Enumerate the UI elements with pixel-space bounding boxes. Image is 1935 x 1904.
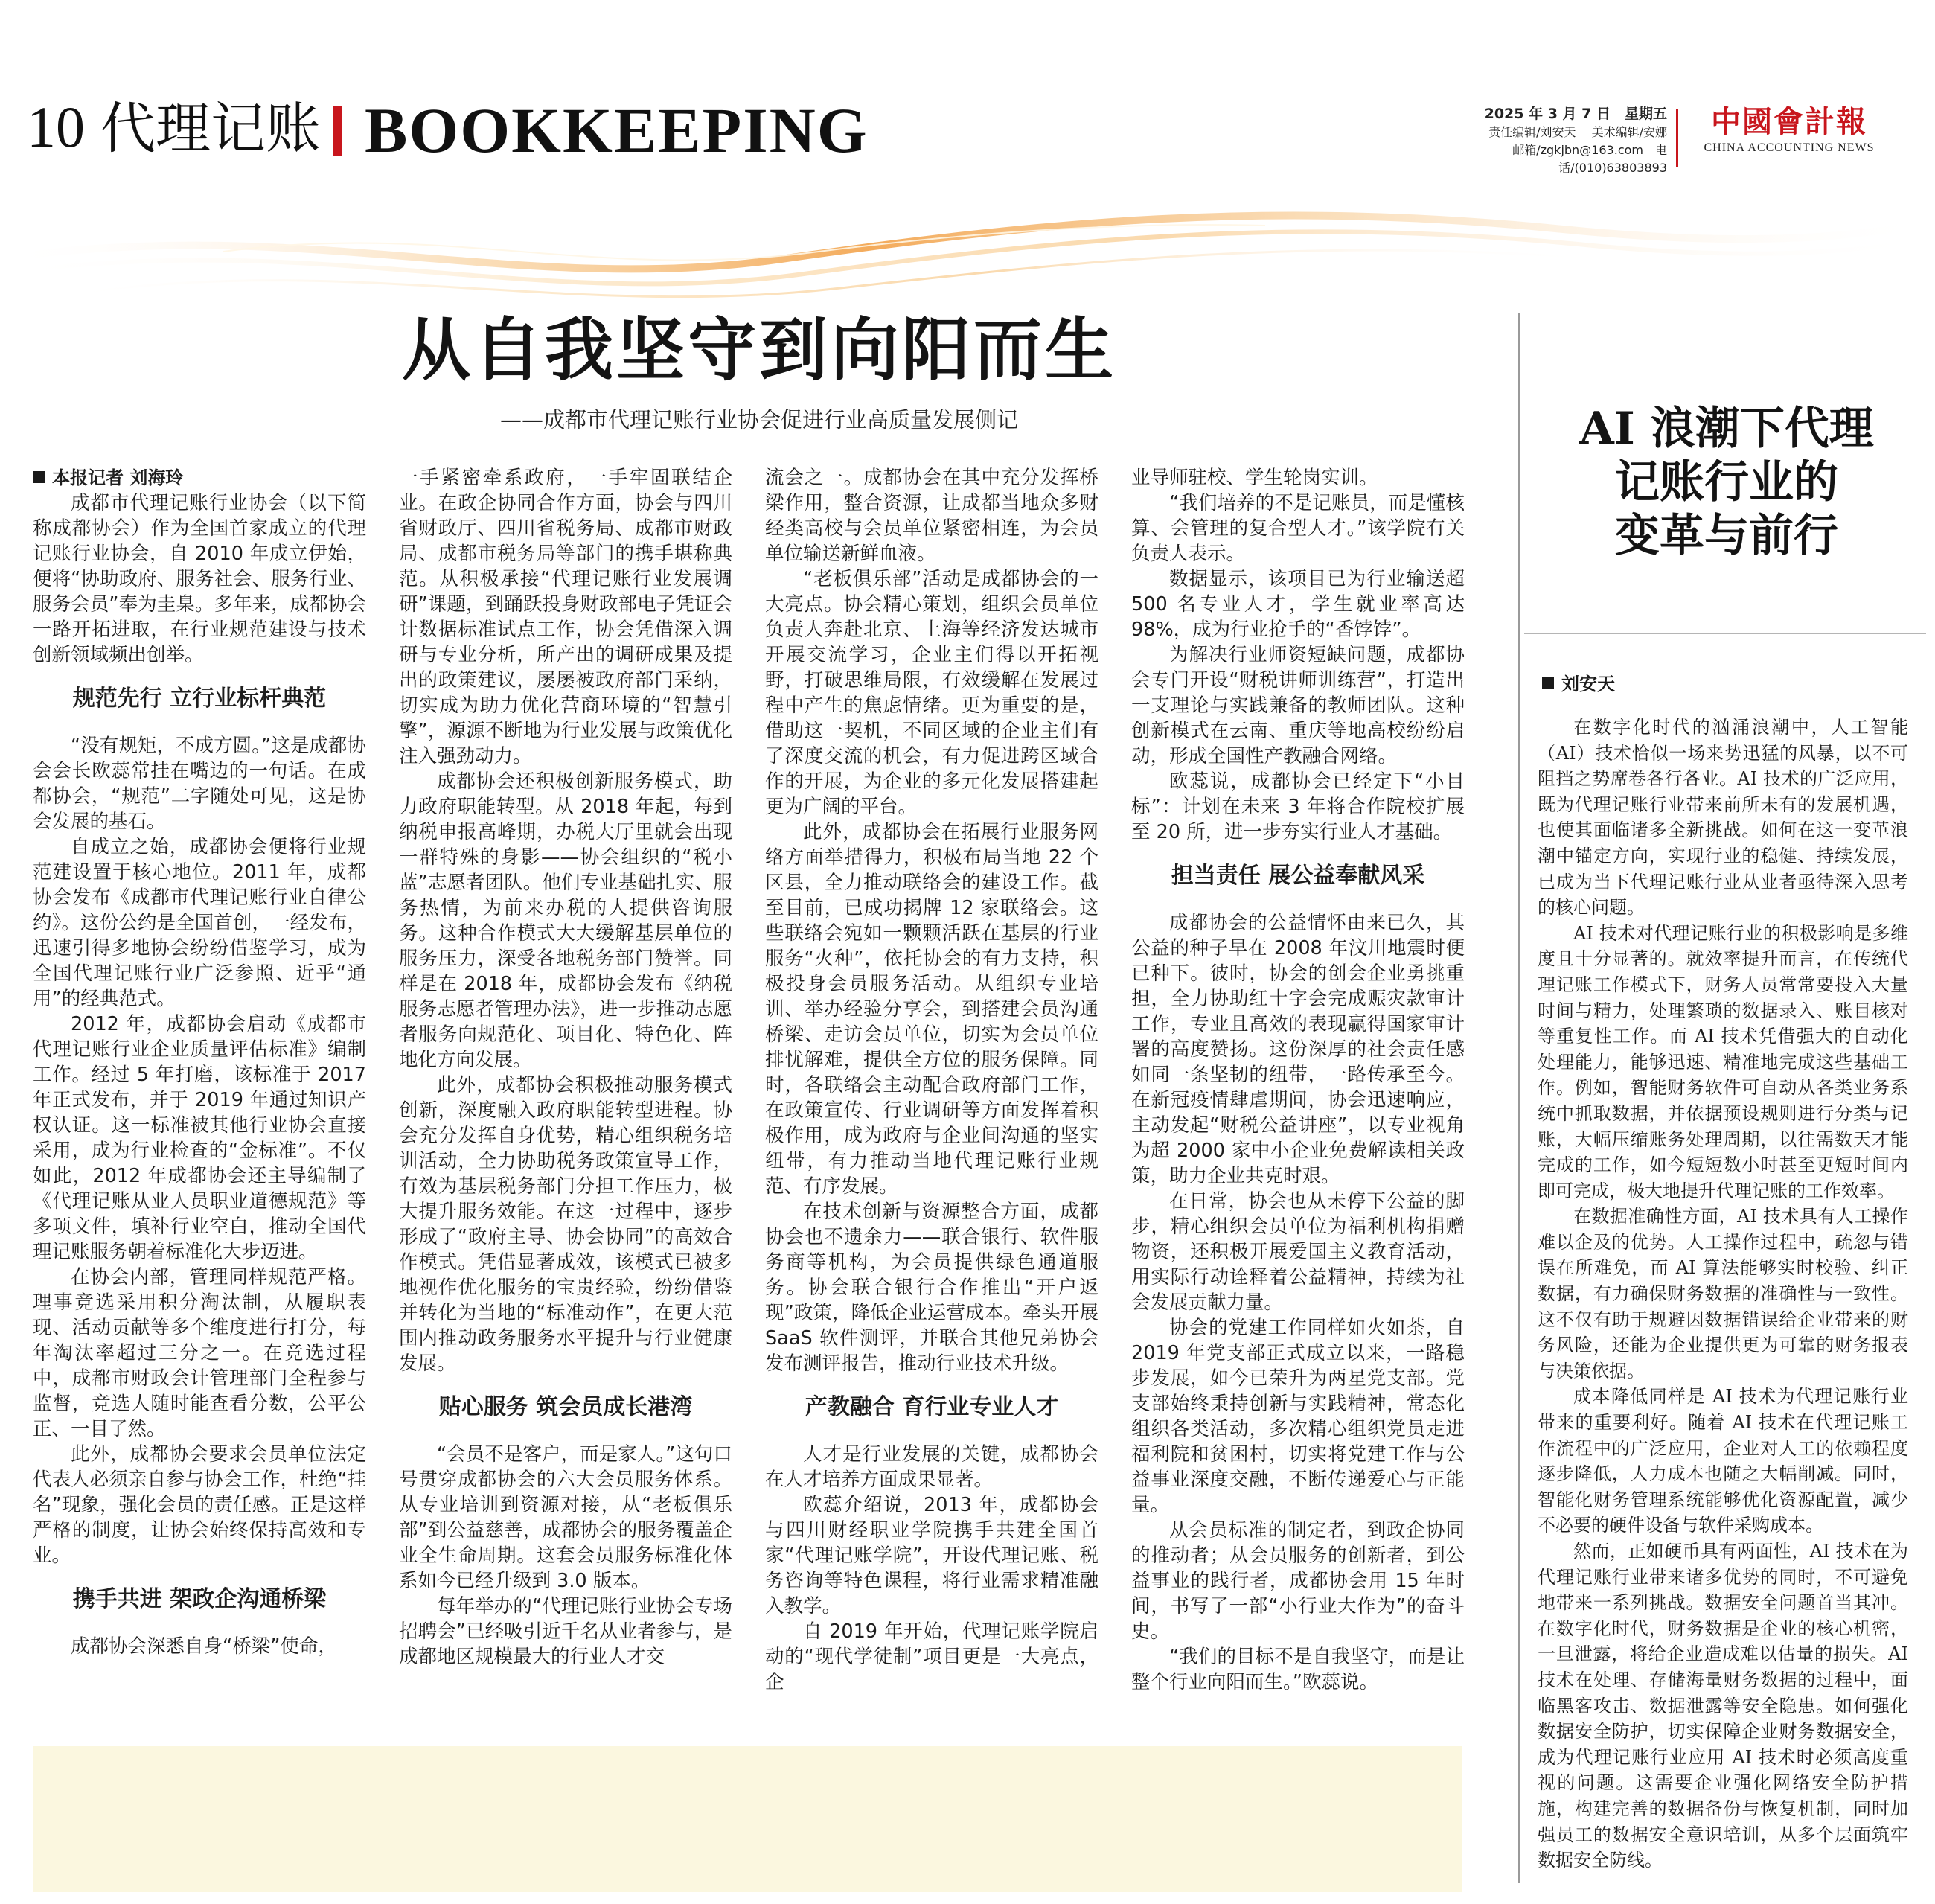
sidebar-body — [1538, 715, 1908, 1891]
paragraph: 自 2019 年开始，代理记账学院启动的“现代学徒制”项目更是一大亮点，企 — [765, 1620, 1098, 1693]
paragraph: 成都协会深悉自身“桥梁”使命， — [71, 1635, 337, 1658]
paragraph: 2012 年，成都协会启动《成都市代理记账行业企业质量评估标准》编制工作。经过 5 年打磨，该标准于 2017 年正式发布，并于 2019 年通过知识产权认证。这一标准被其他行业协会直接采用，成为行业检查的“金标准”。不仅如此，2012 年成都协会还主导编制了《代理记账从业人员职业道德规范》等多项文件，填补行业空白，推动全国代理记账服务朝着标准化大步迈进。 — [33, 1013, 366, 1263]
paragraph: “会员不是客户，而是家人。”这句口号贯穿成都协会的六大会员服务体系。从专业培训到资源对接，从“老板俱乐部”到公益慈善，成都协会的服务覆盖企业全生命周期。这套会员服务标准化体系如今已经升级到 3.0 版本。 — [399, 1443, 732, 1592]
issue-date: 2025 年 3 月 7 日 星期五 — [1484, 106, 1667, 122]
page-number: 10 — [27, 95, 85, 159]
sidebar-headline-line-1: AI 浪潮下代理 — [1579, 403, 1874, 455]
paragraph: 自成立之始，成都协会便将行业规范建设置于核心地位。2011 年，成都协会发布《成都市代理记账行业自律公约》。这份公约是全国首创，一经发布，迅速引得多地协会纷纷借鉴学习，成为全国代理记账行业广泛参照、近乎“通用”的经典范式。 — [33, 836, 366, 1010]
section-heading: 规范先行 立行业标杆典范 — [72, 686, 327, 712]
section-heading: 担当责任 展公益奉献风采 — [1171, 863, 1425, 889]
article-column-4 — [1131, 465, 1465, 1695]
section-divider-bar — [333, 106, 342, 156]
sidebar-byline — [1542, 671, 1615, 697]
section-heading: 贴心服务 筑会员成长港湾 — [438, 1394, 693, 1420]
article-headline: 从自我坚守到向阳而生 — [401, 310, 1116, 390]
paragraph: 欧蕊介绍说，2013 年，成都协会与四川财经职业学院携手共建全国首家“代理记账学院”，开设代理记账、税务咨询等特色课程，将行业需求精准融入教学。 — [765, 1494, 1098, 1617]
paragraph: 从会员标准的制定者，到政企协同的推动者；从会员服务的创新者，到公益事业的践行者，成都协会用 15 年时间，书写了一部“小行业大作为”的奋斗史。 — [1131, 1519, 1465, 1643]
sidebar-headline-line-2: 记账行业的 — [1615, 456, 1838, 508]
contact-info: 邮箱/zgkjbn@163.com 电话/(010)63803893 — [1512, 143, 1667, 175]
paragraph: 协会的党建工作同样如火如荼，自 2019 年党支部正式成立以来，一路稳步发展，如今已荣升为两星党支部。党支部始终秉持创新与实践精神，常态化组织各类活动，多次精心组织党员走进福利院和贫困村，切实将党建工作与公益事业深度交融，不断传递爱心与正能量。 — [1131, 1317, 1465, 1516]
paragraph: 流会之一。成都协会在其中充分发挥桥梁作用，整合资源，让成都当地众多财经类高校与会员单位紧密相连，为会员单位输送新鲜血液。 — [765, 467, 1098, 565]
paragraph: 此外，成都协会积极推动服务模式创新，深度融入政府职能转型进程。协会充分发挥自身优势，精心组织税务培训活动，全力协助税务政策宣导工作，有效为基层税务部门分担工作压力，极大提升服务效能。在这一过程中，逐步形成了“政府主导、协会协同”的高效合作模式。凭借显著成效，该模式已被多地视作优化服务的宝贵经验，纷纷借鉴并转化为当地的“标准动作”，在更大范围内推动政务服务水平提升与行业健康发展。 — [399, 1074, 732, 1375]
article-subheadline: ——成都市代理记账行业协会促进行业高质量发展侧记 — [499, 407, 1018, 432]
byline-square-icon — [1542, 677, 1554, 689]
article-column-2 — [399, 465, 732, 1670]
logo-english: CHINA ACCOUNTING NEWS — [1704, 141, 1875, 154]
byline-square-icon — [33, 471, 45, 483]
paragraph: 为解决行业师资短缺问题，成都协会专门开设“财税讲师训练营”，打造出一支理论与实践兼备的教师团队。这种创新模式在云南、重庆等地高校纷纷启动，形成全国性产教融合网络。 — [1131, 644, 1465, 767]
swoosh-stroke-3 — [60, 250, 1600, 296]
paragraph: 业导师驻校、学生轮岗实训。 — [1131, 467, 1378, 489]
paragraph: 成都协会的公益情怀由来已久，其公益的种子早在 2008 年汶川地震时便已种下。彼时，协会的创会企业勇挑重担，全力协助红十字会完成赈灾款审计工作，专业且高效的表现赢得国家审计署的高度赞扬。这份深厚的社会责任感如同一条坚韧的纽带，一路传承至今。在新冠疫情肆虐期间，协会迅速响应，主动发起“财税公益讲座”，以专业视角为超 2000 家中小企业免费解读相关政策，助力企业共克时艰。 — [1131, 912, 1465, 1187]
byline-text: 本报记者 刘海玲 — [52, 467, 184, 488]
paragraph: 在数据准确性方面，AI 技术具有人工操作难以企及的优势。人工操作过程中，疏忽与错误在所难免，而 AI 算法能够实时校验、纠正数据，有力确保财务数据的准确性与一致性。这不仅有助于规避因数据错误给企业带来的财务风险，还能为企业提供更为可靠的财务报表与决策依据。 — [1538, 1206, 1908, 1381]
editor-credits: 责任编辑/刘安天 美术编辑/安娜 — [1488, 125, 1667, 139]
section-heading: 携手共进 架政企沟通桥梁 — [72, 1586, 327, 1612]
paragraph: 在数字化时代的汹涌浪潮中，人工智能（AI）技术恰似一场来势迅猛的风暴，以不可阻挡之势席卷各行各业。AI 技术的广泛应用，既为代理记账行业带来前所未有的发展机遇，也使其面临诸多全新挑战。如何在这一变革浪潮中锚定方向，实现行业的稳健、持续发展，已成为当下代理记账行业从业者亟待深入思考的核心问题。 — [1538, 717, 1908, 919]
issue-info — [1414, 104, 1667, 177]
section-heading: 产教融合 育行业专业人才 — [805, 1394, 1059, 1420]
paragraph: 在日常，协会也从未停下公益的脚步，精心组织会员单位为福利机构捐赠物资，还积极开展爱国主义教育活动，用实际行动诠释着公益精神，持续为社会发展贡献力量。 — [1131, 1190, 1465, 1314]
paragraph: “我们培养的不是记账员，而是懂核算、会管理的复合型人才。”该学院有关负责人表示。 — [1131, 492, 1465, 565]
article-column-3 — [765, 465, 1098, 1695]
section-name-en: BOOKKEEPING — [365, 95, 869, 166]
decorative-banner — [0, 170, 1935, 319]
masthead-divider — [1676, 109, 1678, 167]
paragraph: 一手紧密牵系政府，一手牢固联结企业。在政企协同合作方面，协会与四川省财政厅、四川省税务局、成都市财政局、成都市税务局等部门的携手堪称典范。从积极承接“代理记账行业发展调研”课题，到踊跃投身财政部电子凭证会计数据标准试点工作，协会凭借深入调研与专业分析，所产出的调研成果及提出的政策建议，屡屡被政府部门采纳，切实成为助力优化营商环境的“智慧引擎”，源源不断地为行业发展与政策优化注入强劲动力。 — [399, 467, 732, 767]
advertisement-band — [33, 1746, 1462, 1892]
paragraph: “老板俱乐部”活动是成都协会的一大亮点。协会精心策划，组织会员单位负责人奔赴北京、上海等经济发达城市开展交流学习，企业主们得以开拓视野，打破思维局限，有效缓解在发展过程中产生的焦虑情绪。更为重要的是，借助这一契机，不同区域的企业主们有了深度交流的机会，有力促进跨区域合作的开展，为企业的多元化发展搭建起更为广阔的平台。 — [765, 568, 1098, 818]
logo-chinese: 中國會計報 — [1711, 104, 1867, 139]
section-name-cn: 代理记账 — [100, 97, 321, 161]
paragraph: “我们的目标不是自我坚守，而是让整个行业向阳而生。”欧蕊说。 — [1131, 1646, 1465, 1693]
paragraph: 欧蕊说，成都协会已经定下“小目标”：计划在未来 3 年将合作院校扩展至 20 所，进一步夯实行业人才基础。 — [1131, 770, 1465, 843]
sidebar-headline — [1533, 402, 1920, 563]
paragraph: 人才是行业发展的关键，成都协会在人才培养方面成果显著。 — [765, 1443, 1098, 1491]
paragraph: 在技术创新与资源整合方面，成都协会也不遗余力——联合银行、软件服务商等机构，为会员提供绿色通道服务。协会联合银行合作推出“开户返现”政策，降低企业运营成本。牵头开展 SaaS 软件测评，并联合其他兄弟协会发布测评报告，推动行业技术升级。 — [765, 1201, 1098, 1375]
column-separator — [1518, 313, 1520, 1883]
newspaper-logo — [1688, 104, 1890, 156]
paragraph: 成都市代理记账行业协会（以下简称成都协会）作为全国首家成立的代理记账行业协会，自 2010 年成立伊始，便将“协助政府、服务社会、服务行业、服务会员”奉为圭臬。多年来，成都协会一路开拓进取，在行业规范建设与技术创新领域频出创举。 — [33, 492, 366, 666]
paragraph: AI 技术对代理记账行业的积极影响是多维度且十分显著的。就效率提升而言，在传统代理记账工作模式下，财务人员常常要投入大量时间与精力，处理繁琐的数据录入、账目核对等重复性工作。而 AI 技术凭借强大的自动化处理能力，能够迅速、精准地完成这些基础工作。例如，智能财务软件可自动从各类业务系统中抓取数据，并依据预设规则进行分类与记账，大幅压缩账务处理周期，以往需数天才能完成的工作，如今短短数小时甚至更短时间内即可完成，极大地提升代理记账的工作效率。 — [1538, 922, 1908, 1201]
paragraph: 在协会内部，管理同样规范严格。理事竞选采用积分淘汰制，从履职表现、活动贡献等多个维度进行打分，每年淘汰率超过三分之一。在竞选过程中，成都市财政会计管理部门全程参与监督，竞选人随时能查看分数，公平公正、一目了然。 — [33, 1266, 366, 1440]
paragraph: 此外，成都协会在拓展行业服务网络方面举措得力，积极布局当地 22 个区县，全力推动联络会的建设工作。截至目前，已成功揭牌 12 家联络会。这些联络会宛如一颗颗活跃在基层的行业服务“火种”，依托协会的有力支持，积极投身会员服务活动。从组织专业培训、举办经验分享会，到搭建会员沟通桥梁、走访会员单位，切实为会员单位排忧解难，提供全方位的服务保障。同时，各联络会主动配合政府部门工作，在政策宣传、行业调研等方面发挥着积极作用，成为政府与企业间沟通的坚实纽带，有力推动当地代理记账行业规范、有序发展。 — [765, 821, 1098, 1198]
paragraph: 成本降低同样是 AI 技术为代理记账行业带来的重要利好。随着 AI 技术在代理记账工作流程中的广泛应用，企业对人工的依赖程度逐步降低，人力成本也随之大幅削减。同时，智能化财务管理系统能够优化资源配置，减少不必要的硬件设备与软件采购成本。 — [1538, 1386, 1908, 1536]
sidebar-headline-line-3: 变革与前行 — [1615, 510, 1838, 562]
article-byline — [33, 465, 366, 491]
paragraph: 每年举办的“代理记账行业协会专场招聘会”已经吸引近千名从业者参与，是成都地区规模最大的行业人才交 — [399, 1595, 732, 1668]
paragraph: “没有规矩，不成方圆。”这是成都协会会长欧蕊常挂在嘴边的一句话。在成都协会，“规范”二字随处可见，这是协会发展的基石。 — [33, 735, 366, 833]
paragraph: 此外，成都协会要求会员单位法定代表人必须亲自参与协会工作，杜绝“挂名”现象，强化会员的责任感。正是这样严格的制度，让协会始终保持高效和专业。 — [33, 1443, 366, 1567]
paragraph: 数据显示，该项目已为行业输送超 500 名专业人才，学生就业率高达 98%，成为行业抢手的“香饽饽”。 — [1131, 568, 1465, 641]
sidebar-byline-text: 刘安天 — [1561, 674, 1615, 694]
paragraph: 然而，正如硬币具有两面性，AI 技术在为代理记账行业带来诸多优势的同时，不可避免地带来一系列挑战。数据安全问题首当其冲。在数字化时代，财务数据是企业的核心机密，一旦泄露，将给企业造成难以估量的损失。AI 技术在处理、存储海量财务数据的过程中，面临黑客攻击、数据泄露等安全隐患。如何强化数据安全防护，切实保障企业财务数据安全，成为代理记账行业应用 AI 技术时必须高度重视的问题。这需要企业强化网络安全防护措施，构建完善的数据备份与恢复机制，同时加强员工的数据安全意识培训，从多个层面筑牢数据安全防线。 — [1538, 1541, 1908, 1871]
masthead-info-block — [1414, 104, 1890, 175]
paragraph: 成都协会还积极创新服务模式，助力政府职能转型。从 2018 年起，每到纳税申报高峰期，办税大厅里就会出现一群特殊的身影——协会组织的“税小蓝”志愿者团队。他们专业基础扎实、服务热情，为前来办税的人提供咨询服务。这种合作模式大大缓解基层单位的服务压力，深受各地税务部门赞誉。同样是在 2018 年，成都协会发布《纳税服务志愿者管理办法》，进一步推动志愿者服务向规范化、项目化、特色化、阵地化方向发展。 — [399, 770, 732, 1071]
article-column-1 — [33, 465, 366, 1659]
sidebar-rule — [1524, 633, 1926, 634]
